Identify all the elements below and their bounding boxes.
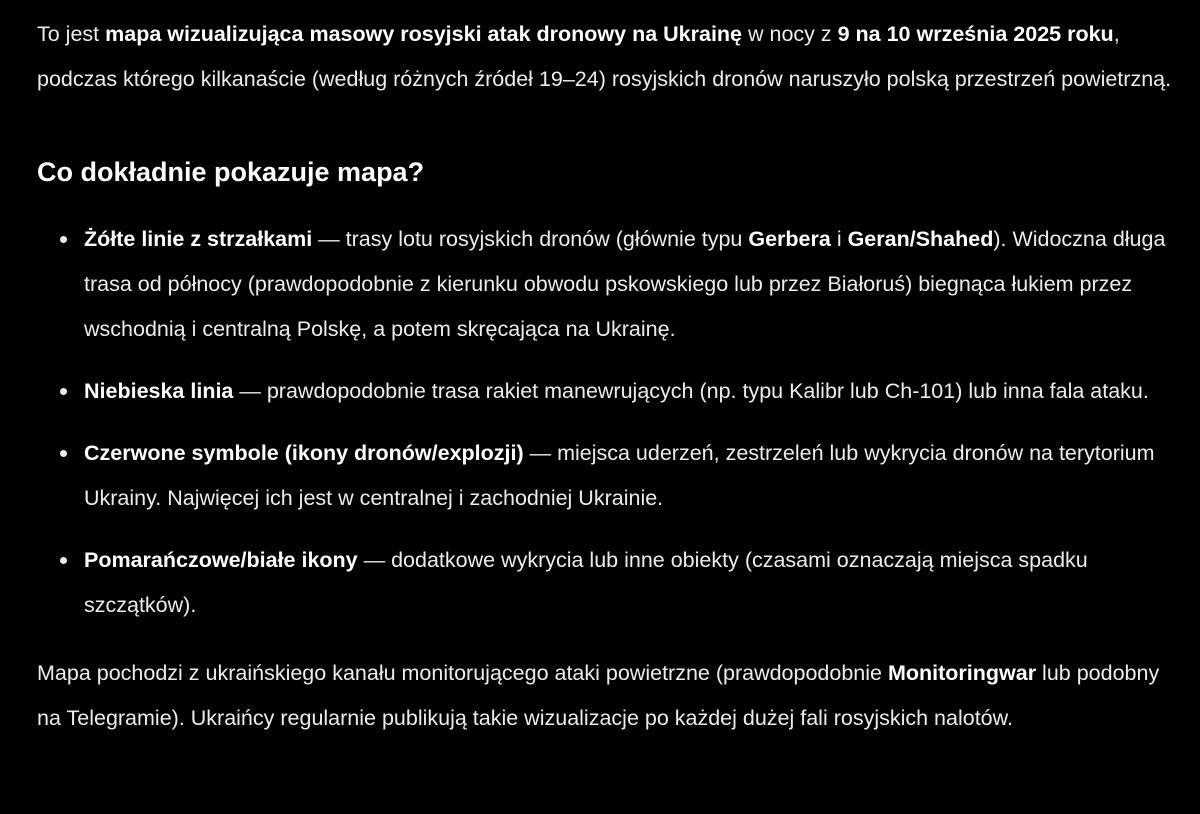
outro-bold-1: Monitoringwar: [887, 661, 1037, 685]
intro-bold-2: 9 na 10 września 2025 roku: [837, 22, 1114, 46]
item-text: ). Widoczna długa trasa od północy (prawdopodobnie z kierunku obwodu pskowskiego lub przez Białoruś) biegnąca łukiem przez wschodnią i centralną Polskę, a potem skręcająca na Ukrainę.: [84, 227, 1166, 341]
outro-text-2: lub podobny na Telegramie). Ukraińcy regularnie publikują takie wizualizacje po każdej dużej fali rosyjskich nalotów.: [37, 661, 1160, 730]
list-item: [37, 538, 1177, 628]
intro-bold-1: mapa wizualizująca masowy rosyjski atak dronowy na Ukrainę: [105, 22, 743, 46]
bullet-icon: [60, 388, 67, 395]
intro-text-1: To jest: [37, 22, 106, 46]
intro-text-3: , podczas którego kilkanaście (według różnych źródeł 19–24) rosyjskich dronów naruszyło polską przestrzeń powietrzną.: [37, 22, 1172, 91]
outro-paragraph: [37, 651, 1177, 741]
item-bold: Pomarańczowe/białe ikony: [84, 548, 358, 572]
item-bold: Gerbera: [748, 227, 831, 251]
list-item: [37, 217, 1177, 352]
item-text: — dodatkowe wykrycia lub inne obiekty (czasami oznaczają miejsca spadku szczątków).: [84, 548, 1088, 617]
item-text: — prawdopodobnie trasa rakiet manewrujących (np. typu Kalibr lub Ch-101) lub inna fala ataku.: [233, 379, 1149, 403]
bullet-list: [37, 217, 1177, 628]
list-item: [37, 431, 1177, 521]
item-text: — miejsca uderzeń, zestrzeleń lub wykrycia dronów na terytorium Ukrainy. Najwięcej ich jest w centralnej i zachodniej Ukrainie.: [84, 441, 1155, 510]
bullet-icon: [60, 236, 67, 243]
item-bold: Geran/Shahed: [847, 227, 994, 251]
item-text: i: [830, 227, 848, 251]
item-bold: Żółte linie z strzałkami: [84, 227, 313, 251]
item-text: — trasy lotu rosyjskich dronów (głównie typu: [312, 227, 749, 251]
item-bold: Czerwone symbole (ikony dronów/explozji): [84, 441, 524, 465]
intro-text-2: w nocy z: [742, 22, 838, 46]
bullet-icon: [60, 557, 67, 564]
item-bold: Niebieska linia: [84, 379, 234, 403]
response-content: [37, 12, 1177, 741]
bullet-icon: [60, 450, 67, 457]
outro-text-1: Mapa pochodzi z ukraińskiego kanału monitorującego ataki powietrzne (prawdopodobnie: [37, 661, 888, 685]
intro-paragraph: [37, 12, 1177, 102]
section-heading: Co dokładnie pokazuje mapa?: [37, 157, 425, 187]
list-item: [37, 369, 1177, 414]
